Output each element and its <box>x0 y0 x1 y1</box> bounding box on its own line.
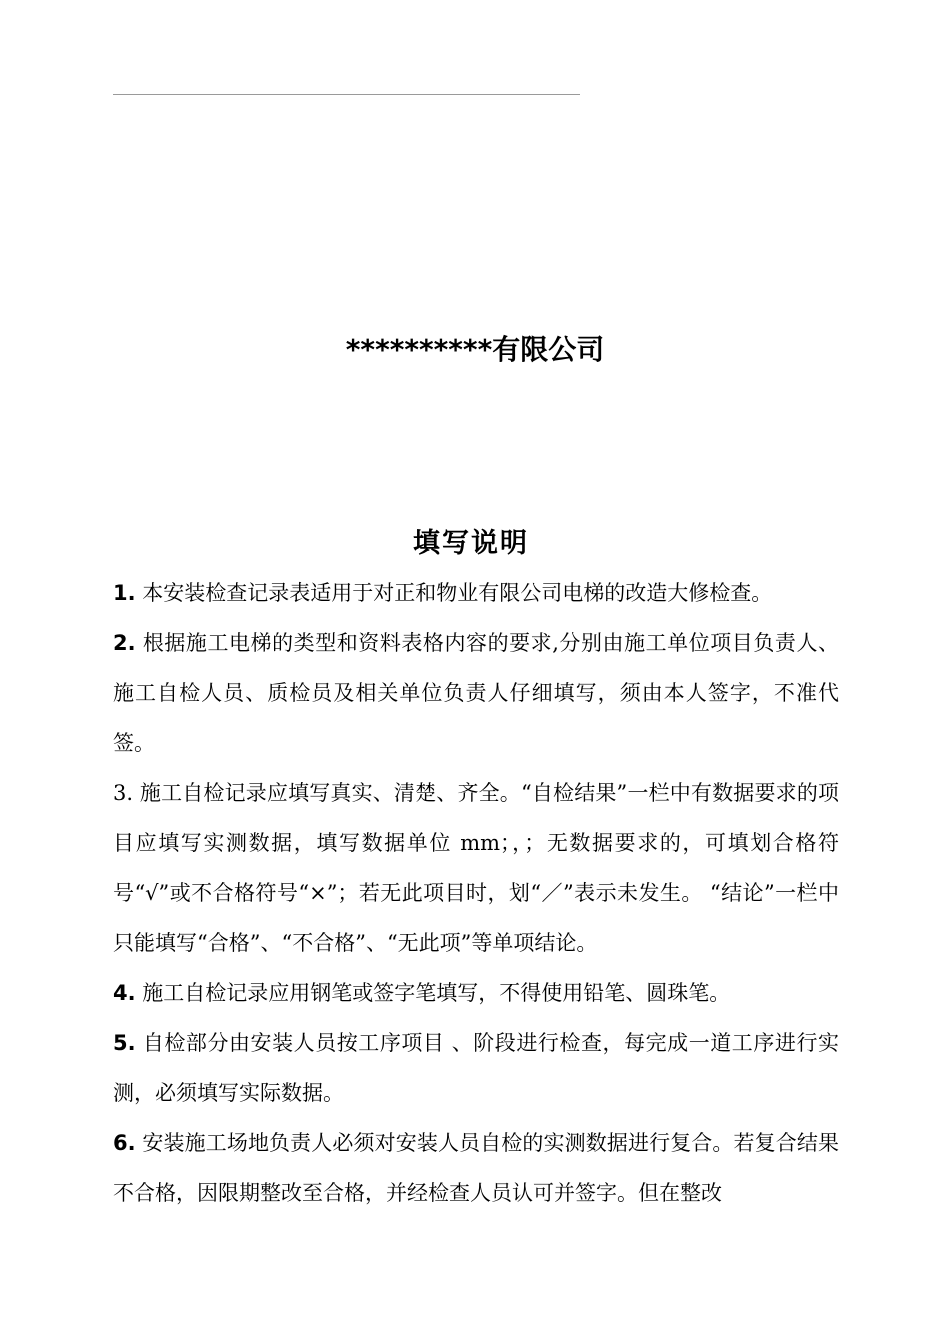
instruction-text: 安装施工场地负责人必须对安装人员自检的实测数据进行复合。若复合结果不合格，因限期整改至合格，并经检查人员认可并签字。但在整改 <box>113 1131 839 1205</box>
instruction-number: 3. <box>113 781 134 805</box>
company-name: **********有限公司 <box>345 333 605 366</box>
instruction-item-2 <box>113 618 839 768</box>
instruction-number: 6. <box>113 1131 136 1155</box>
instruction-text: 施工自检记录应填写真实、清楚、齐全。“自检结果”一栏中有数据要求的项目应填写实测数据，填写数据单位 mm；，；无数据要求的，可填划合格符号“√”或不合格符号“×”；若无此项目时，划“／”表示未发生。 “结论”一栏中只能填写“合格”、“不合格”、“无此项”等单项结论。 <box>113 781 839 955</box>
instruction-number: 1. <box>113 581 136 605</box>
instruction-list <box>113 568 839 1218</box>
header-rule <box>113 94 580 95</box>
instruction-item-4 <box>113 968 839 1018</box>
instruction-text: 自检部分由安装人员按工序项目 、阶段进行检查，每完成一道工序进行实测，必须填写实际数据。 <box>113 1031 839 1105</box>
instruction-number: 4. <box>113 981 136 1005</box>
instruction-item-6 <box>113 1118 839 1218</box>
instruction-item-3 <box>113 768 839 968</box>
instruction-number: 5. <box>113 1031 136 1055</box>
instruction-text: 根据施工电梯的类型和资料表格内容的要求,分别由施工单位项目负责人、施工自检人员、质检员及相关单位负责人仔细填写，须由本人签字，不准代签。 <box>113 631 839 755</box>
instruction-number: 2. <box>113 631 136 655</box>
instruction-item-1 <box>113 568 839 618</box>
instruction-text: 施工自检记录应用钢笔或签字笔填写，不得使用铅笔、圆珠笔。 <box>135 981 731 1005</box>
instruction-text: 本安装检查记录表适用于对正和物业有限公司电梯的改造大修检查。 <box>135 581 773 605</box>
instruction-item-5 <box>113 1018 839 1118</box>
section-title: 填写说明 <box>413 528 529 559</box>
